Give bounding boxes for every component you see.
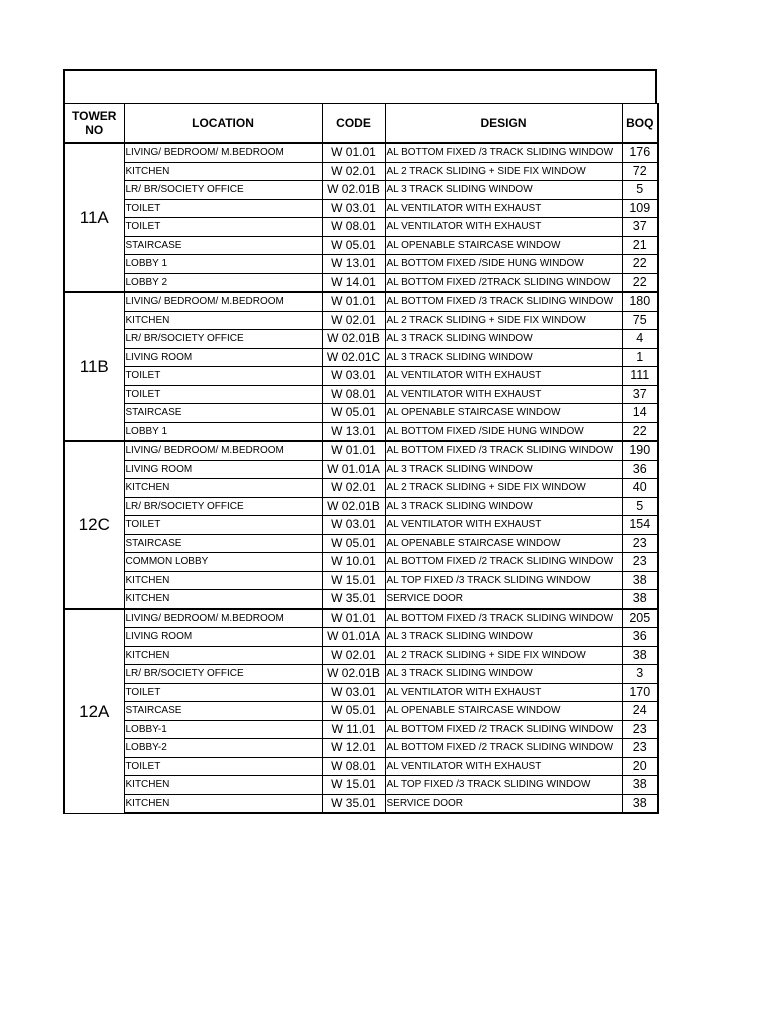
code-cell: W 02.01 bbox=[322, 646, 385, 665]
table-row bbox=[64, 199, 658, 218]
location-cell: TOILET bbox=[124, 757, 322, 776]
location-cell: KITCHEN bbox=[124, 479, 322, 498]
design-cell: AL OPENABLE STAIRCASE WINDOW bbox=[385, 702, 622, 721]
design-cell: AL BOTTOM FIXED /2 TRACK SLIDING WINDOW bbox=[385, 720, 622, 739]
table-row bbox=[64, 794, 658, 813]
tower-cell: 11B bbox=[64, 292, 124, 441]
design-cell: AL BOTTOM FIXED /2 TRACK SLIDING WINDOW bbox=[385, 553, 622, 572]
table-row bbox=[64, 292, 658, 311]
boq-cell: 22 bbox=[622, 422, 658, 441]
boq-cell: 22 bbox=[622, 273, 658, 292]
code-cell: W 15.01 bbox=[322, 571, 385, 590]
location-cell: LOBBY 1 bbox=[124, 422, 322, 441]
design-cell: SERVICE DOOR bbox=[385, 590, 622, 609]
boq-sheet bbox=[63, 69, 657, 814]
location-cell: LIVING/ BEDROOM/ M.BEDROOM bbox=[124, 292, 322, 311]
code-cell: W 02.01B bbox=[322, 330, 385, 349]
location-cell: KITCHEN bbox=[124, 571, 322, 590]
code-cell: W 14.01 bbox=[322, 273, 385, 292]
code-cell: W 12.01 bbox=[322, 739, 385, 758]
code-cell: W 05.01 bbox=[322, 702, 385, 721]
boq-cell: 154 bbox=[622, 516, 658, 535]
design-cell: AL BOTTOM FIXED /3 TRACK SLIDING WINDOW bbox=[385, 292, 622, 311]
tower-cell: 12C bbox=[64, 441, 124, 609]
design-cell: AL BOTTOM FIXED /3 TRACK SLIDING WINDOW bbox=[385, 441, 622, 460]
table-row bbox=[64, 683, 658, 702]
code-cell: W 02.01 bbox=[322, 479, 385, 498]
table-row bbox=[64, 273, 658, 292]
boq-cell: 21 bbox=[622, 236, 658, 255]
code-cell: W 08.01 bbox=[322, 385, 385, 404]
location-cell: LR/ BR/SOCIETY OFFICE bbox=[124, 330, 322, 349]
table-row bbox=[64, 404, 658, 423]
code-cell: W 01.01A bbox=[322, 628, 385, 647]
code-cell: W 03.01 bbox=[322, 367, 385, 386]
design-cell: AL 3 TRACK SLIDING WINDOW bbox=[385, 628, 622, 647]
code-cell: W 02.01 bbox=[322, 311, 385, 330]
design-cell: AL VENTILATOR WITH EXHAUST bbox=[385, 757, 622, 776]
code-cell: W 15.01 bbox=[322, 776, 385, 795]
design-cell: AL 3 TRACK SLIDING WINDOW bbox=[385, 665, 622, 684]
boq-cell: 38 bbox=[622, 646, 658, 665]
location-cell: LOBBY 2 bbox=[124, 273, 322, 292]
design-cell: AL 2 TRACK SLIDING + SIDE FIX WINDOW bbox=[385, 646, 622, 665]
location-cell: LIVING/ BEDROOM/ M.BEDROOM bbox=[124, 441, 322, 460]
code-cell: W 35.01 bbox=[322, 590, 385, 609]
boq-cell: 23 bbox=[622, 720, 658, 739]
table-row bbox=[64, 460, 658, 479]
table-row bbox=[64, 255, 658, 274]
location-cell: LOBBY-2 bbox=[124, 739, 322, 758]
location-cell: TOILET bbox=[124, 367, 322, 386]
boq-cell: 180 bbox=[622, 292, 658, 311]
boq-cell: 109 bbox=[622, 199, 658, 218]
code-cell: W 01.01 bbox=[322, 292, 385, 311]
location-cell: TOILET bbox=[124, 516, 322, 535]
code-cell: W 03.01 bbox=[322, 683, 385, 702]
design-cell: AL OPENABLE STAIRCASE WINDOW bbox=[385, 534, 622, 553]
code-cell: W 05.01 bbox=[322, 236, 385, 255]
design-cell: AL 3 TRACK SLIDING WINDOW bbox=[385, 348, 622, 367]
title-row bbox=[63, 69, 657, 103]
location-cell: TOILET bbox=[124, 218, 322, 237]
header-design: DESIGN bbox=[385, 104, 622, 144]
table-row bbox=[64, 497, 658, 516]
boq-cell: 5 bbox=[622, 497, 658, 516]
code-cell: W 02.01B bbox=[322, 497, 385, 516]
boq-table bbox=[63, 103, 659, 814]
design-cell: AL VENTILATOR WITH EXHAUST bbox=[385, 367, 622, 386]
table-row bbox=[64, 702, 658, 721]
table-body bbox=[64, 143, 658, 813]
location-cell: KITCHEN bbox=[124, 162, 322, 181]
table-row bbox=[64, 720, 658, 739]
design-cell: AL VENTILATOR WITH EXHAUST bbox=[385, 218, 622, 237]
table-row bbox=[64, 236, 658, 255]
boq-cell: 23 bbox=[622, 553, 658, 572]
table-row bbox=[64, 776, 658, 795]
boq-cell: 5 bbox=[622, 181, 658, 200]
location-cell: LIVING ROOM bbox=[124, 628, 322, 647]
code-cell: W 02.01B bbox=[322, 665, 385, 684]
design-cell: AL VENTILATOR WITH EXHAUST bbox=[385, 683, 622, 702]
boq-cell: 23 bbox=[622, 534, 658, 553]
boq-cell: 38 bbox=[622, 794, 658, 813]
code-cell: W 01.01 bbox=[322, 143, 385, 162]
location-cell: KITCHEN bbox=[124, 794, 322, 813]
boq-cell: 170 bbox=[622, 683, 658, 702]
boq-cell: 36 bbox=[622, 628, 658, 647]
design-cell: AL VENTILATOR WITH EXHAUST bbox=[385, 516, 622, 535]
code-cell: W 11.01 bbox=[322, 720, 385, 739]
table-row bbox=[64, 479, 658, 498]
table-row bbox=[64, 516, 658, 535]
boq-cell: 20 bbox=[622, 757, 658, 776]
header-code: CODE bbox=[322, 104, 385, 144]
location-cell: KITCHEN bbox=[124, 646, 322, 665]
location-cell: LR/ BR/SOCIETY OFFICE bbox=[124, 497, 322, 516]
code-cell: W 03.01 bbox=[322, 199, 385, 218]
header-location: LOCATION bbox=[124, 104, 322, 144]
design-cell: AL 3 TRACK SLIDING WINDOW bbox=[385, 330, 622, 349]
location-cell: STAIRCASE bbox=[124, 236, 322, 255]
location-cell: LIVING ROOM bbox=[124, 348, 322, 367]
design-cell: AL 2 TRACK SLIDING + SIDE FIX WINDOW bbox=[385, 479, 622, 498]
design-cell: AL 2 TRACK SLIDING + SIDE FIX WINDOW bbox=[385, 162, 622, 181]
location-cell: STAIRCASE bbox=[124, 702, 322, 721]
table-row bbox=[64, 311, 658, 330]
table-row bbox=[64, 348, 658, 367]
boq-cell: 38 bbox=[622, 590, 658, 609]
boq-cell: 24 bbox=[622, 702, 658, 721]
table-row bbox=[64, 757, 658, 776]
code-cell: W 02.01 bbox=[322, 162, 385, 181]
design-cell: AL VENTILATOR WITH EXHAUST bbox=[385, 199, 622, 218]
location-cell: LR/ BR/SOCIETY OFFICE bbox=[124, 181, 322, 200]
location-cell: LR/ BR/SOCIETY OFFICE bbox=[124, 665, 322, 684]
table-row bbox=[64, 739, 658, 758]
design-cell: SERVICE DOOR bbox=[385, 794, 622, 813]
code-cell: W 02.01B bbox=[322, 181, 385, 200]
boq-cell: 38 bbox=[622, 571, 658, 590]
boq-cell: 72 bbox=[622, 162, 658, 181]
header-boq: BOQ bbox=[622, 104, 658, 144]
design-cell: AL OPENABLE STAIRCASE WINDOW bbox=[385, 236, 622, 255]
design-cell: AL BOTTOM FIXED /2TRACK SLIDING WINDOW bbox=[385, 273, 622, 292]
table-row bbox=[64, 385, 658, 404]
design-cell: AL 3 TRACK SLIDING WINDOW bbox=[385, 497, 622, 516]
design-cell: AL 3 TRACK SLIDING WINDOW bbox=[385, 181, 622, 200]
table-row bbox=[64, 218, 658, 237]
table-row bbox=[64, 441, 658, 460]
code-cell: W 01.01 bbox=[322, 441, 385, 460]
code-cell: W 08.01 bbox=[322, 218, 385, 237]
code-cell: W 08.01 bbox=[322, 757, 385, 776]
code-cell: W 13.01 bbox=[322, 255, 385, 274]
location-cell: TOILET bbox=[124, 683, 322, 702]
location-cell: LIVING/ BEDROOM/ M.BEDROOM bbox=[124, 609, 322, 628]
table-row bbox=[64, 553, 658, 572]
design-cell: AL TOP FIXED /3 TRACK SLIDING WINDOW bbox=[385, 776, 622, 795]
location-cell: KITCHEN bbox=[124, 311, 322, 330]
location-cell: LOBBY 1 bbox=[124, 255, 322, 274]
table-row bbox=[64, 571, 658, 590]
location-cell: STAIRCASE bbox=[124, 404, 322, 423]
table-row bbox=[64, 143, 658, 162]
design-cell: AL BOTTOM FIXED /SIDE HUNG WINDOW bbox=[385, 255, 622, 274]
location-cell: STAIRCASE bbox=[124, 534, 322, 553]
table-row bbox=[64, 534, 658, 553]
boq-cell: 22 bbox=[622, 255, 658, 274]
location-cell: LOBBY-1 bbox=[124, 720, 322, 739]
code-cell: W 35.01 bbox=[322, 794, 385, 813]
boq-cell: 14 bbox=[622, 404, 658, 423]
location-cell: KITCHEN bbox=[124, 590, 322, 609]
code-cell: W 02.01C bbox=[322, 348, 385, 367]
boq-cell: 40 bbox=[622, 479, 658, 498]
location-cell: TOILET bbox=[124, 385, 322, 404]
location-cell: LIVING/ BEDROOM/ M.BEDROOM bbox=[124, 143, 322, 162]
table-row bbox=[64, 609, 658, 628]
boq-cell: 4 bbox=[622, 330, 658, 349]
table-header bbox=[64, 104, 658, 144]
table-row bbox=[64, 590, 658, 609]
design-cell: AL OPENABLE STAIRCASE WINDOW bbox=[385, 404, 622, 423]
table-row bbox=[64, 646, 658, 665]
boq-cell: 38 bbox=[622, 776, 658, 795]
design-cell: AL TOP FIXED /3 TRACK SLIDING WINDOW bbox=[385, 571, 622, 590]
location-cell: LIVING ROOM bbox=[124, 460, 322, 479]
boq-cell: 37 bbox=[622, 385, 658, 404]
location-cell: COMMON LOBBY bbox=[124, 553, 322, 572]
boq-cell: 3 bbox=[622, 665, 658, 684]
design-cell: AL 3 TRACK SLIDING WINDOW bbox=[385, 460, 622, 479]
boq-cell: 176 bbox=[622, 143, 658, 162]
location-cell: KITCHEN bbox=[124, 776, 322, 795]
code-cell: W 03.01 bbox=[322, 516, 385, 535]
table-row bbox=[64, 162, 658, 181]
design-cell: AL VENTILATOR WITH EXHAUST bbox=[385, 385, 622, 404]
code-cell: W 05.01 bbox=[322, 404, 385, 423]
code-cell: W 10.01 bbox=[322, 553, 385, 572]
table-row bbox=[64, 422, 658, 441]
code-cell: W 01.01A bbox=[322, 460, 385, 479]
table-row bbox=[64, 181, 658, 200]
design-cell: AL BOTTOM FIXED /SIDE HUNG WINDOW bbox=[385, 422, 622, 441]
table-row bbox=[64, 367, 658, 386]
location-cell: TOILET bbox=[124, 199, 322, 218]
tower-cell: 12A bbox=[64, 609, 124, 814]
header-tower: TOWER NO bbox=[64, 104, 124, 144]
boq-cell: 1 bbox=[622, 348, 658, 367]
boq-cell: 111 bbox=[622, 367, 658, 386]
boq-cell: 190 bbox=[622, 441, 658, 460]
boq-cell: 205 bbox=[622, 609, 658, 628]
design-cell: AL BOTTOM FIXED /3 TRACK SLIDING WINDOW bbox=[385, 143, 622, 162]
table-row bbox=[64, 628, 658, 647]
boq-cell: 75 bbox=[622, 311, 658, 330]
code-cell: W 05.01 bbox=[322, 534, 385, 553]
boq-cell: 36 bbox=[622, 460, 658, 479]
boq-cell: 23 bbox=[622, 739, 658, 758]
table-row bbox=[64, 665, 658, 684]
design-cell: AL BOTTOM FIXED /3 TRACK SLIDING WINDOW bbox=[385, 609, 622, 628]
code-cell: W 13.01 bbox=[322, 422, 385, 441]
tower-cell: 11A bbox=[64, 143, 124, 292]
table-row bbox=[64, 330, 658, 349]
code-cell: W 01.01 bbox=[322, 609, 385, 628]
boq-cell: 37 bbox=[622, 218, 658, 237]
design-cell: AL BOTTOM FIXED /2 TRACK SLIDING WINDOW bbox=[385, 739, 622, 758]
design-cell: AL 2 TRACK SLIDING + SIDE FIX WINDOW bbox=[385, 311, 622, 330]
